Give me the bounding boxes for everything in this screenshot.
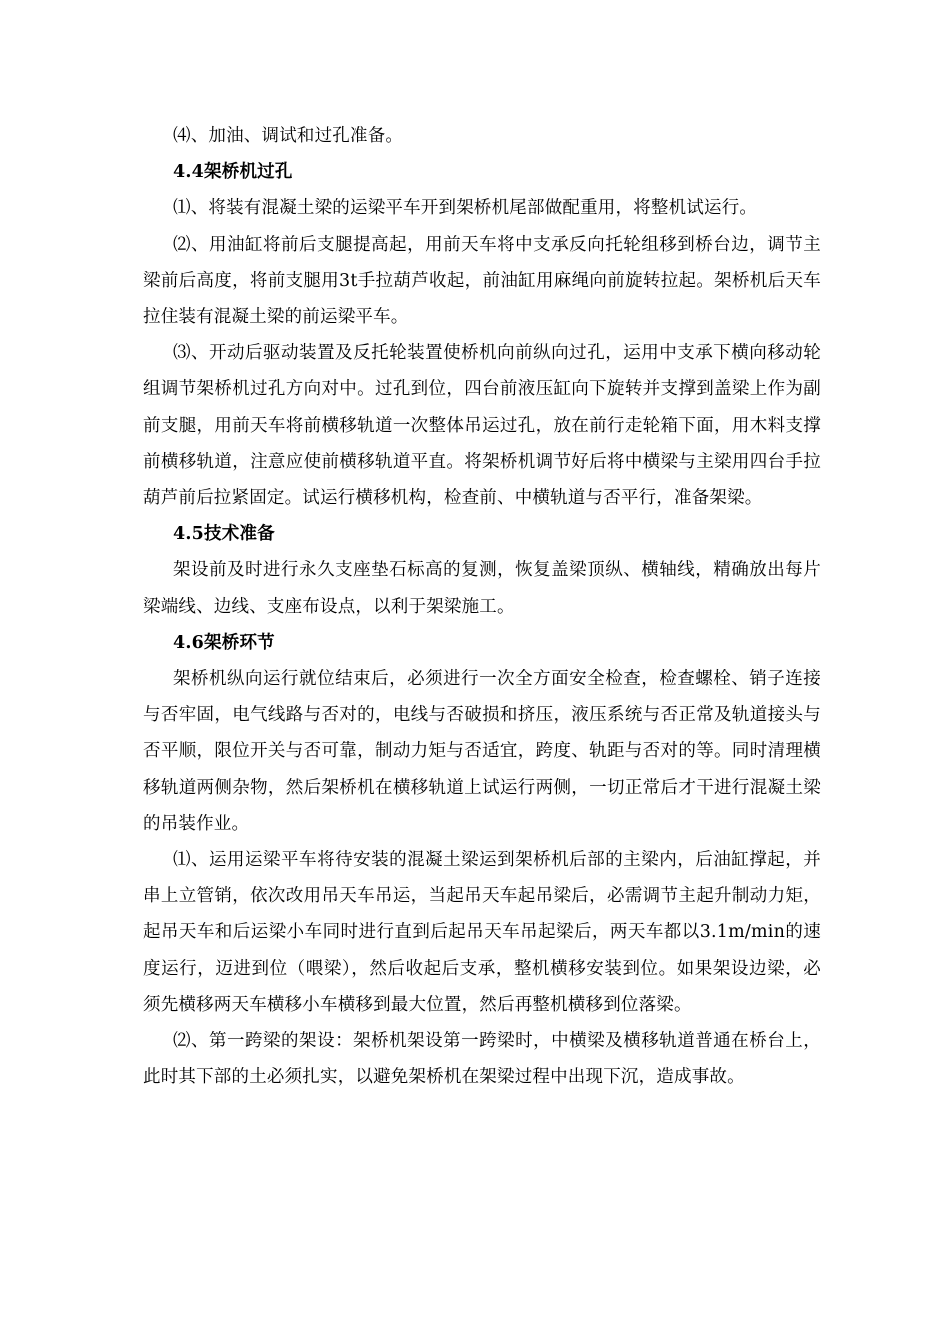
paragraph-4-6-step-1: ⑴、运用运梁平车将待安装的混凝土梁运到架桥机后部的主梁内，后油缸撑起，并串上立管销，依次改用吊天车吊运，当起吊天车起吊梁后，必需调节主起升制动力矩，起吊天车和后运梁小车同时进行直到后起吊天车吊起梁后，两天车都以3.1m/min的速度运行，迈进到位（喂梁），然后收起后支承，整机横移安装到位。如果架设边梁，必须先横移两天车横移小车横移到最大位置，然后再整机横移到位落梁。: [143, 850, 821, 1015]
paragraph-4-4-step-3: ⑶、开动后驱动装置及反托轮装置使桥机向前纵向过孔，运用中支承下横向移动轮组调节架桥机过孔方向对中。过孔到位，四台前液压缸向下旋转并支撑到盖梁上作为副前支腿，用前天车将前横移轨道一次整体吊运过孔，放在前行走轮箱下面，用木料支撑前横移轨道，注意应使前横移轨道平直。将架桥机调节好后将中横梁与主梁用四台手拉葫芦前后拉紧固定。试运行横移机构，检查前、中横轨道与否平行，准备架梁。: [143, 343, 821, 509]
paragraph-4-6-intro: 架桥机纵向运行就位结束后，必须进行一次全方面安全检查，检查螺栓、销子连接与否牢固，电气线路与否对的，电线与否破损和挤压，液压系统与否正常及轨道接头与否平顺，限位开关与否可靠，制动力矩与否适宜，跨度、轨距与否对的等。同时清理横移轨道两侧杂物，然后架桥机在横移轨道上试运行两侧，一切正常后才干进行混凝土梁的吊装作业。: [143, 669, 821, 834]
heading-4-4: 4.4架桥机过孔: [173, 162, 293, 183]
paragraph-4-6-step-2: ⑵、第一跨梁的架设：架桥机架设第一跨梁时，中横梁及横移轨道普通在桥台上，此时其下部的土必须扎实，以避免架桥机在架梁过程中出现下沉，造成事故。: [143, 1031, 821, 1088]
document-body: [143, 118, 821, 1095]
heading-4-6: 4.6架桥环节: [173, 632, 275, 653]
heading-4-5: 4.5技术准备: [173, 524, 275, 545]
paragraph-4-5: 架设前及时进行永久支座垫石标高的复测，恢复盖梁顶纵、横轴线，精确放出每片梁端线、边线、支座布设点，以利于架梁施工。: [143, 560, 821, 617]
paragraph-step-4-refuel: ⑷、加油、调试和过孔准备。: [173, 126, 404, 146]
paragraph-4-4-step-1: ⑴、将装有混凝土梁的运梁平车开到架桥机尾部做配重用，将整机试运行。: [173, 198, 758, 219]
paragraph-4-4-step-2: ⑵、用油缸将前后支腿提高起，用前天车将中支承反向托轮组移到桥台边，调节主梁前后高度，将前支腿用3t手拉葫芦收起，前油缸用麻绳向前旋转拉起。架桥机后天车拉住装有混凝土梁的前运梁平车。: [143, 234, 821, 328]
